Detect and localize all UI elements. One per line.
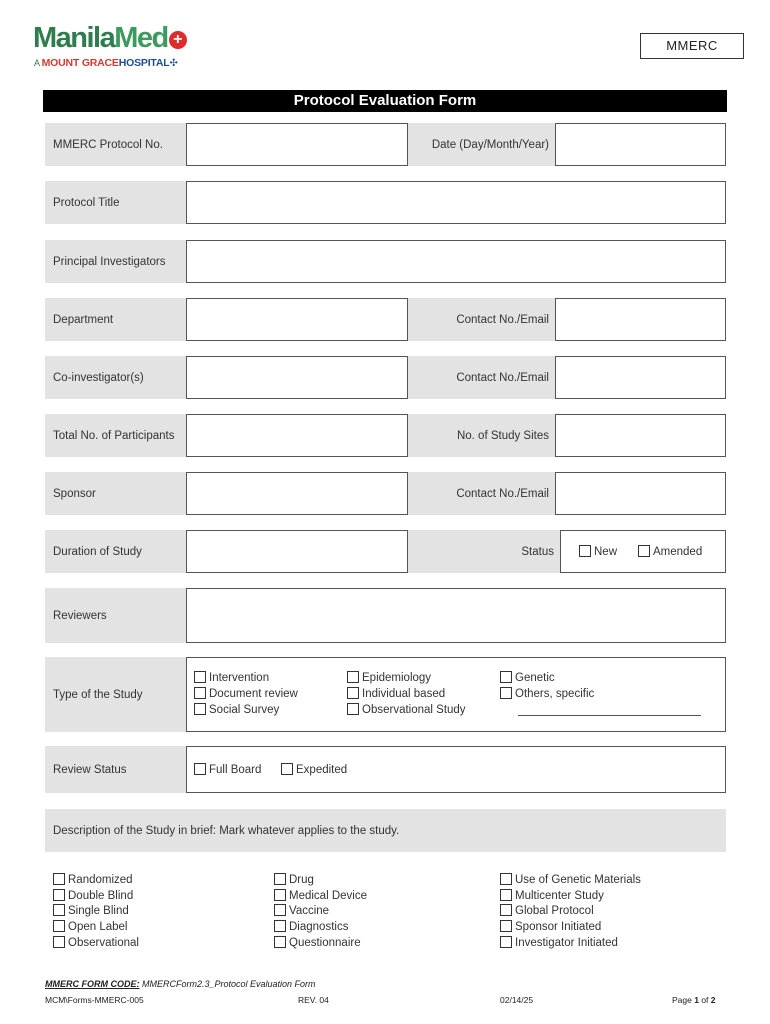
form-code-box: MMERC	[640, 33, 744, 59]
footer-page-number: Page 1 of 2	[672, 995, 716, 1005]
department-label: Department	[53, 313, 114, 326]
date-label: Date (Day/Month/Year)	[408, 123, 555, 166]
full-board-option[interactable]: Full Board	[194, 763, 261, 777]
reviewers-label: Reviewers	[53, 609, 107, 622]
contact-input-2[interactable]	[555, 356, 726, 399]
description-bar	[45, 809, 726, 852]
checkbox[interactable]	[194, 687, 206, 699]
checkbox[interactable]	[274, 873, 286, 885]
duration-input[interactable]	[186, 530, 408, 573]
status-label: Status	[408, 530, 560, 573]
sponsor-label: Sponsor	[53, 487, 96, 500]
date-input[interactable]	[555, 123, 726, 166]
contact-input-3[interactable]	[555, 472, 726, 515]
contact-input-1[interactable]	[555, 298, 726, 341]
desc-genetic-materials-option[interactable]: Use of Genetic Materials	[500, 873, 641, 887]
checkbox[interactable]	[347, 703, 359, 715]
desc-vaccine-option[interactable]: Vaccine	[274, 904, 329, 918]
checkbox[interactable]	[500, 920, 512, 932]
checkbox[interactable]	[53, 920, 65, 932]
checkbox[interactable]	[274, 889, 286, 901]
status-new-checkbox[interactable]	[579, 545, 591, 557]
protocol-no-input[interactable]	[186, 123, 408, 166]
type-observational-study-option[interactable]: Observational Study	[347, 703, 466, 717]
total-participants-label: Total No. of Participants	[53, 429, 175, 442]
type-of-study-label: Type of the Study	[53, 688, 143, 701]
protocol-title-input[interactable]	[186, 181, 726, 224]
status-new-option[interactable]: New	[579, 545, 617, 559]
checkbox[interactable]	[53, 873, 65, 885]
type-individual-based-option[interactable]: Individual based	[347, 687, 445, 701]
desc-global-protocol-option[interactable]: Global Protocol	[500, 904, 594, 918]
status-amended-checkbox[interactable]	[638, 545, 650, 557]
footer-path: MCM\Forms-MMERC-005	[45, 995, 144, 1005]
page-title: Protocol Evaluation Form	[43, 90, 727, 112]
logo-manila-text: Manila	[33, 22, 115, 54]
principal-investigators-label: Principal Investigators	[53, 255, 166, 268]
desc-questionnaire-option[interactable]: Questionnaire	[274, 936, 361, 950]
status-amended-option[interactable]: Amended	[638, 545, 702, 559]
logo-med-text: Med	[114, 22, 168, 54]
principal-investigators-input[interactable]	[186, 240, 726, 283]
checkbox[interactable]	[53, 936, 65, 948]
checkbox[interactable]	[347, 671, 359, 683]
checkbox[interactable]	[194, 703, 206, 715]
desc-medical-device-option[interactable]: Medical Device	[274, 889, 367, 903]
desc-diagnostics-option[interactable]: Diagnostics	[274, 920, 348, 934]
contact-label-3: Contact No./Email	[408, 472, 555, 515]
desc-randomized-option[interactable]: Randomized	[53, 873, 133, 887]
desc-investigator-initiated-option[interactable]: Investigator Initiated	[500, 936, 618, 950]
checkbox[interactable]	[274, 904, 286, 916]
protocol-no-label: MMERC Protocol No.	[53, 138, 163, 151]
total-participants-input[interactable]	[186, 414, 408, 457]
checkbox[interactable]	[53, 904, 65, 916]
logo	[33, 22, 187, 54]
desc-multicenter-option[interactable]: Multicenter Study	[500, 889, 604, 903]
desc-observational-option[interactable]: Observational	[53, 936, 139, 950]
hospital-cross-icon: ✣	[169, 58, 178, 69]
desc-double-blind-option[interactable]: Double Blind	[53, 889, 133, 903]
review-status-box	[186, 746, 726, 793]
checkbox[interactable]	[500, 687, 512, 699]
type-others-option[interactable]: Others, specific	[500, 687, 594, 701]
contact-label-2: Contact No./Email	[408, 356, 555, 399]
footer-date: 02/14/25	[500, 995, 534, 1005]
duration-label: Duration of Study	[53, 545, 142, 558]
desc-drug-option[interactable]: Drug	[274, 873, 314, 887]
reviewers-input[interactable]	[186, 588, 726, 643]
type-intervention-option[interactable]: Intervention	[194, 671, 269, 685]
checkbox[interactable]	[281, 763, 293, 775]
checkbox[interactable]	[53, 889, 65, 901]
contact-label-1: Contact No./Email	[408, 298, 555, 341]
footer-form-code: MMERC FORM CODE: MMERCForm2.3_Protocol Evaluation Form	[45, 979, 316, 989]
study-sites-label: No. of Study Sites	[408, 414, 555, 457]
co-investigators-label: Co-investigator(s)	[53, 371, 144, 384]
type-epidemiology-option[interactable]: Epidemiology	[347, 671, 431, 685]
logo-subtitle: A MOUNT GRACEHOSPITAL✣	[34, 57, 178, 69]
checkbox[interactable]	[500, 889, 512, 901]
co-investigators-input[interactable]	[186, 356, 408, 399]
checkbox[interactable]	[347, 687, 359, 699]
checkbox[interactable]	[274, 920, 286, 932]
others-specify-line[interactable]	[518, 703, 701, 716]
sponsor-input[interactable]	[186, 472, 408, 515]
protocol-title-label: Protocol Title	[53, 196, 120, 209]
department-input[interactable]	[186, 298, 408, 341]
desc-single-blind-option[interactable]: Single Blind	[53, 904, 129, 918]
desc-open-label-option[interactable]: Open Label	[53, 920, 127, 934]
footer-revision: REV. 04	[298, 995, 329, 1005]
checkbox[interactable]	[194, 671, 206, 683]
checkbox[interactable]	[500, 873, 512, 885]
type-social-survey-option[interactable]: Social Survey	[194, 703, 279, 717]
description-label: Description of the Study in brief: Mark whatever applies to the study.	[53, 824, 400, 837]
checkbox[interactable]	[194, 763, 206, 775]
checkbox[interactable]	[500, 671, 512, 683]
desc-sponsor-initiated-option[interactable]: Sponsor Initiated	[500, 920, 601, 934]
type-document-review-option[interactable]: Document review	[194, 687, 298, 701]
checkbox[interactable]	[274, 936, 286, 948]
expedited-option[interactable]: Expedited	[281, 763, 347, 777]
review-status-label: Review Status	[53, 763, 127, 776]
logo-plus-icon: +	[169, 31, 187, 49]
type-genetic-option[interactable]: Genetic	[500, 671, 555, 685]
checkbox[interactable]	[500, 936, 512, 948]
study-sites-input[interactable]	[555, 414, 726, 457]
checkbox[interactable]	[500, 904, 512, 916]
